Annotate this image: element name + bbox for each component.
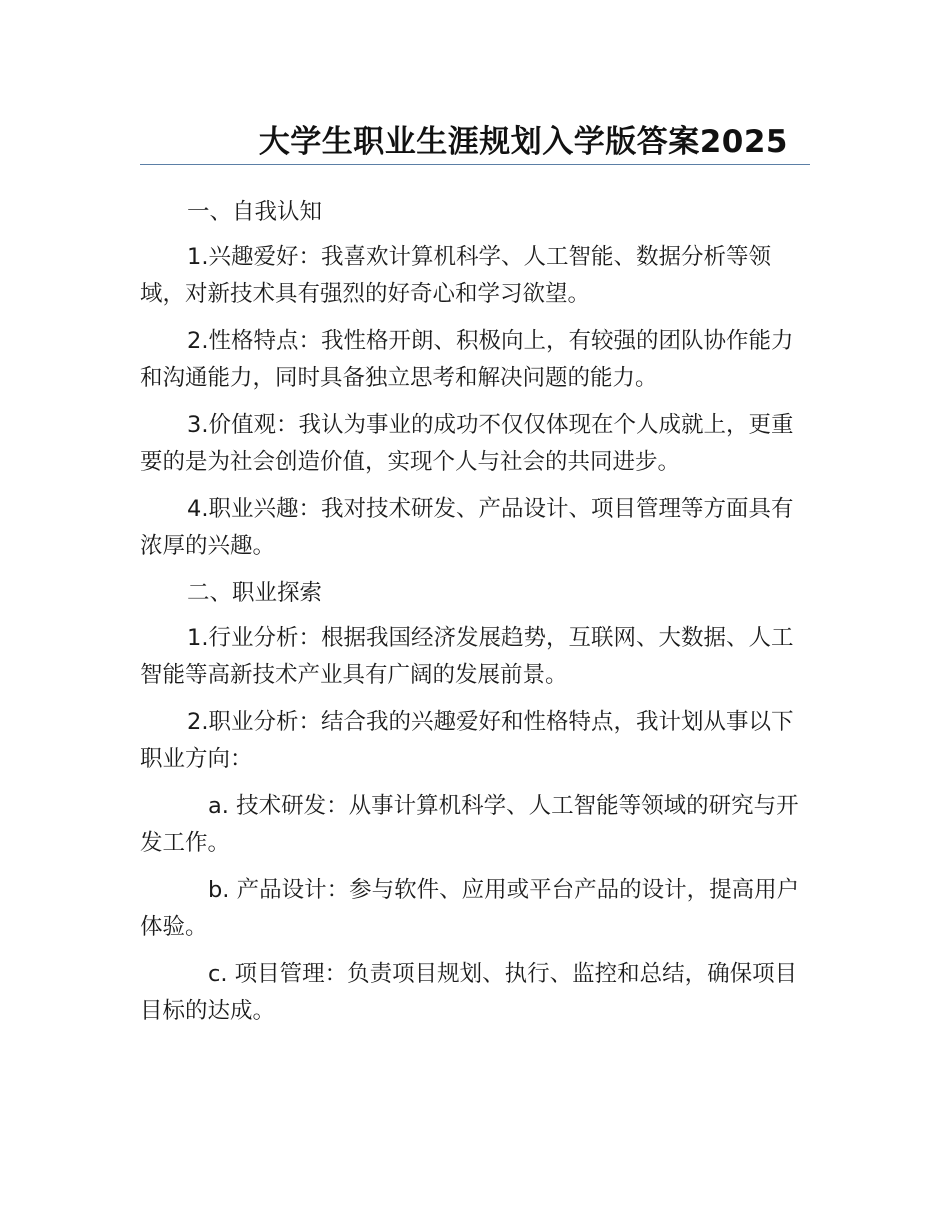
paragraph-values: 3.价值观：我认为事业的成功不仅仅体现在个人成就上，更重要的是为社会创造价值，实现个人与社会的共同进步。 — [140, 412, 794, 475]
paragraph-industry-analysis: 1.行业分析：根据我国经济发展趋势，互联网、大数据、人工智能等高新技术产业具有广阔的发展前景。 — [140, 625, 794, 688]
list-item-project-management: c. 项目管理：负责项目规划、执行、监控和总结，确保项目目标的达成。 — [140, 961, 798, 1024]
paragraph-personality: 2.性格特点：我性格开朗、积极向上，有较强的团队协作能力和沟通能力，同时具备独立思考和解决问题的能力。 — [140, 328, 794, 391]
paragraph-career-interests: 4.职业兴趣：我对技术研发、产品设计、项目管理等方面具有浓厚的兴趣。 — [140, 496, 794, 559]
list-item-product-design: b. 产品设计：参与软件、应用或平台产品的设计，提高用户体验。 — [140, 877, 800, 940]
paragraph-interests: 1.兴趣爱好：我喜欢计算机科学、人工智能、数据分析等领域，对新技术具有强烈的好奇心和学习欲望。 — [140, 244, 771, 307]
section-heading-career-exploration: 二、职业探索 — [187, 580, 323, 606]
title-block — [140, 112, 810, 165]
list-item-tech-rd: a. 技术研发：从事计算机科学、人工智能等领域的研究与开发工作。 — [140, 793, 799, 856]
document-body — [140, 194, 810, 1040]
paragraph-career-analysis: 2.职业分析：结合我的兴趣爱好和性格特点，我计划从事以下职业方向： — [140, 709, 794, 772]
document-title: 大学生职业生涯规划入学版答案2025 — [258, 124, 788, 160]
section-heading-self-awareness: 一、自我认知 — [187, 199, 323, 225]
